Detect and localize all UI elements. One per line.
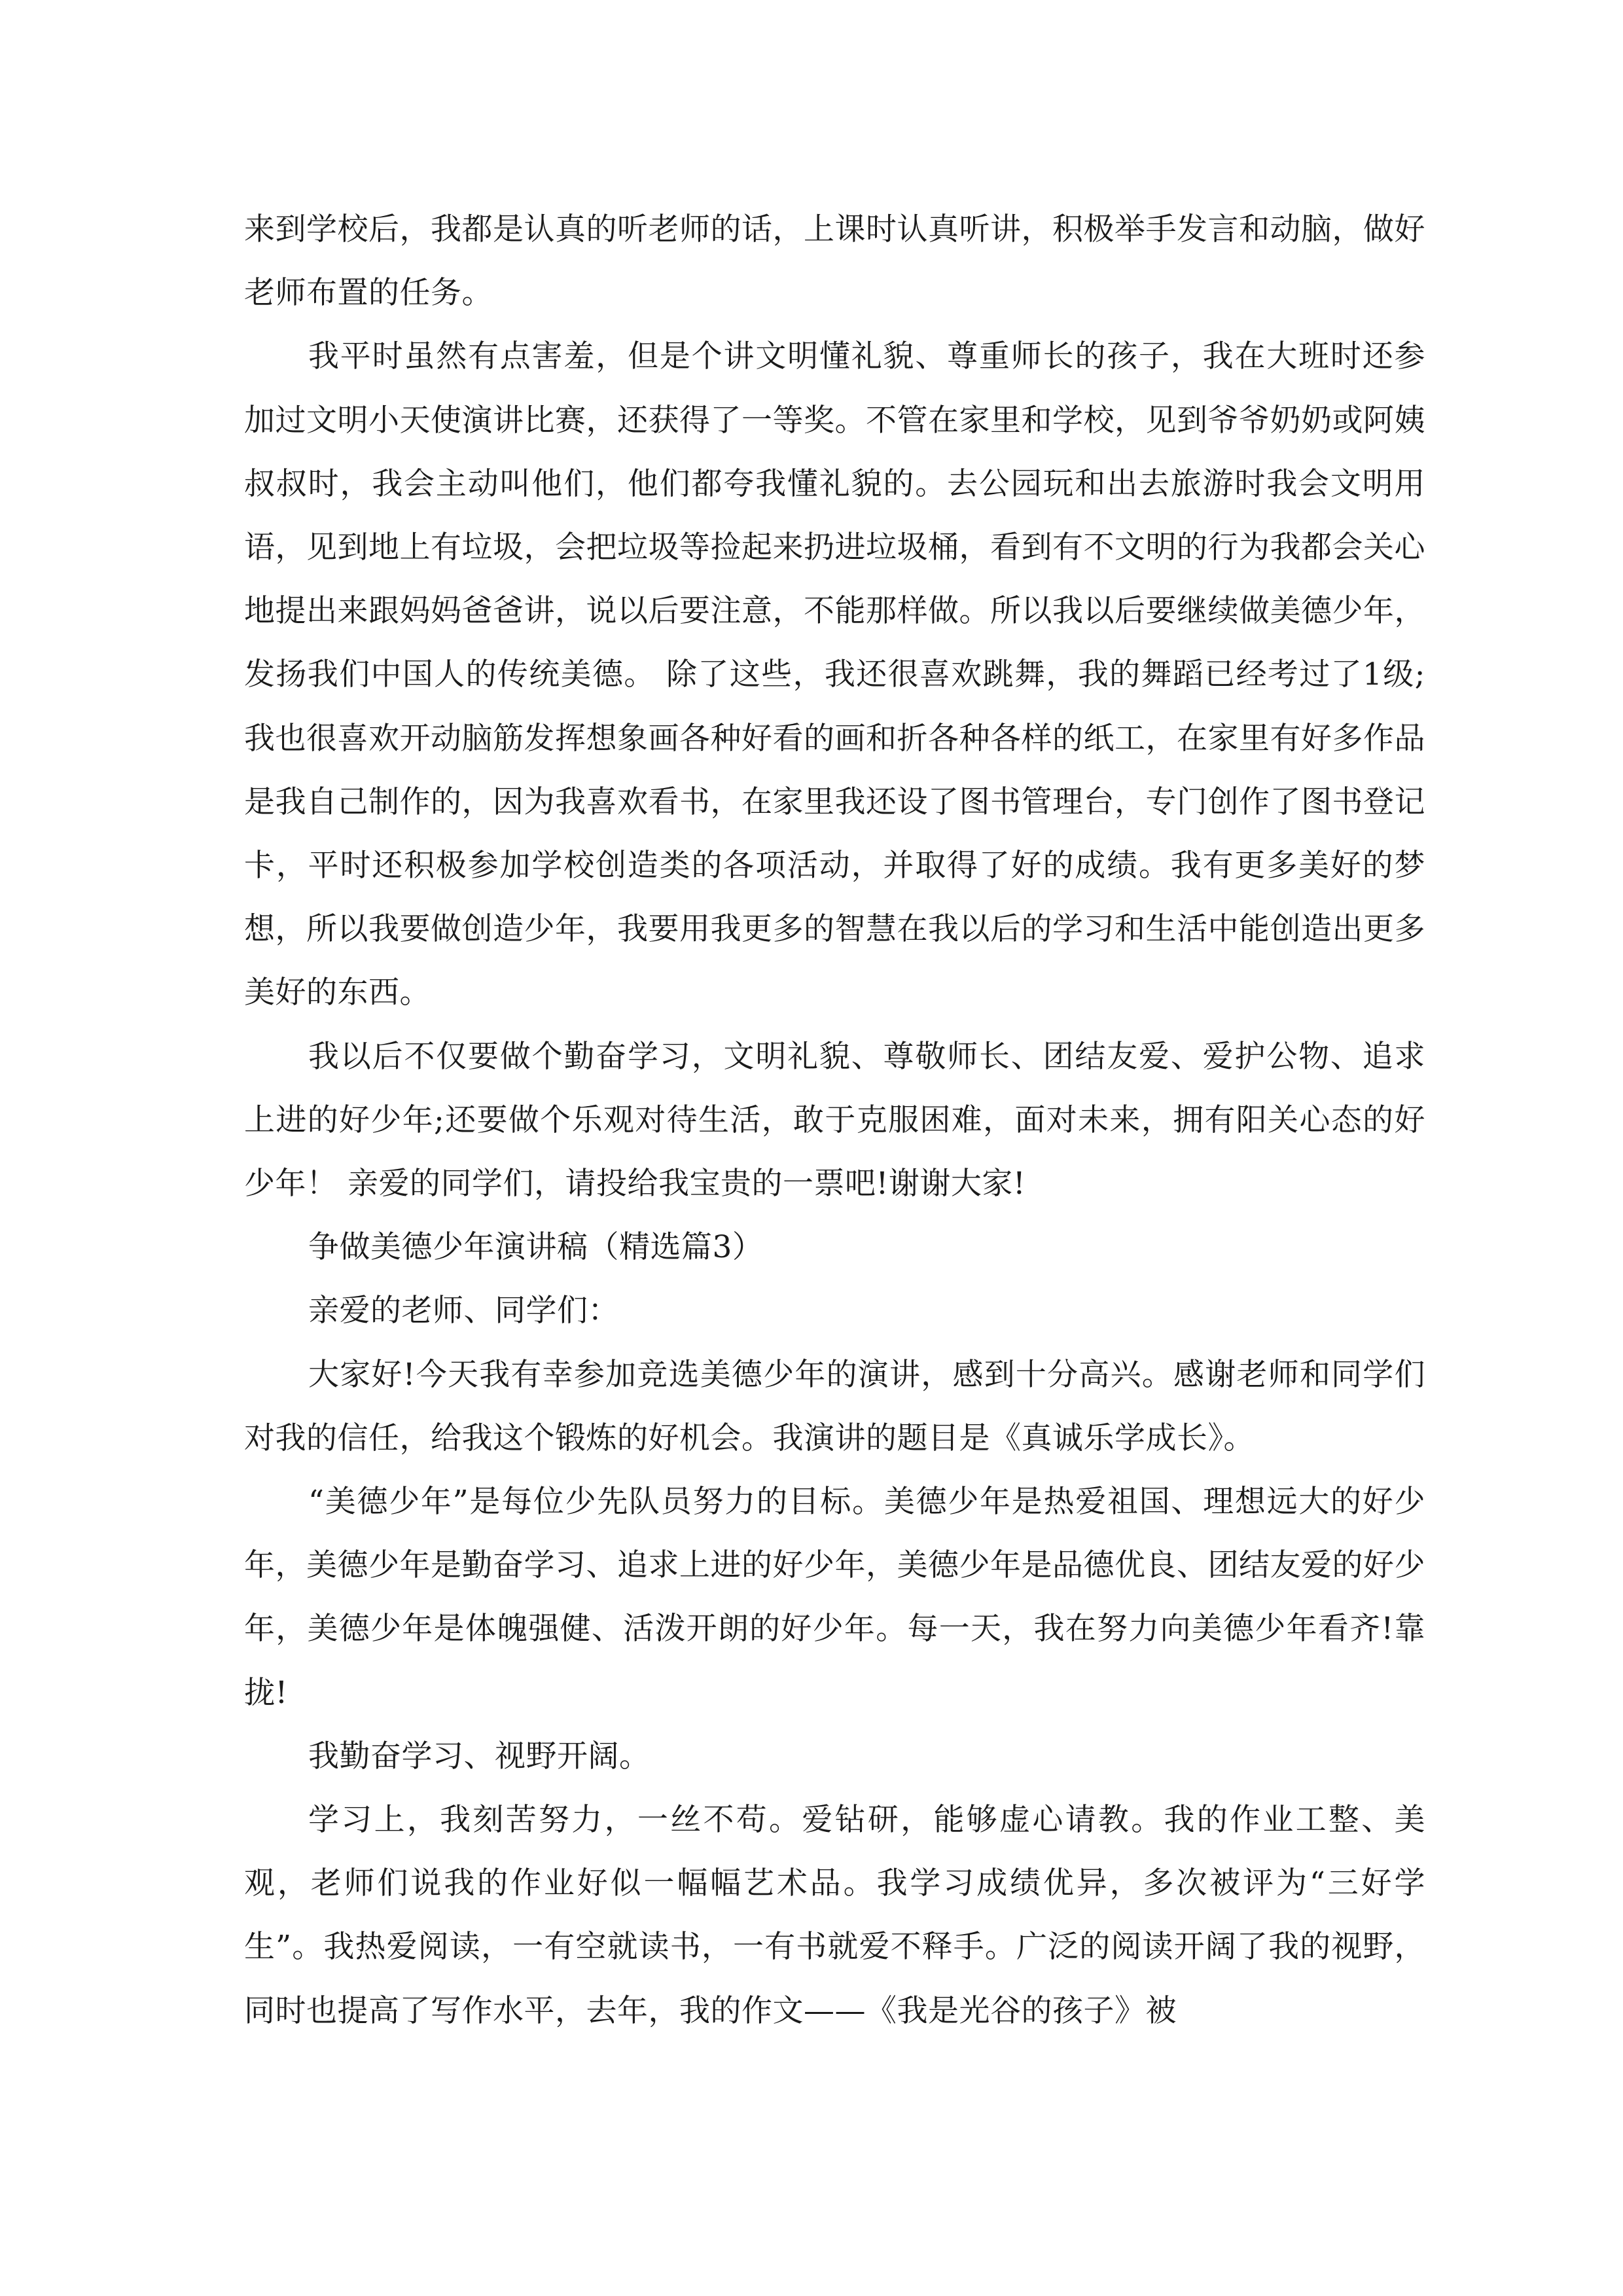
paragraph-9: 学习上，我刻苦努力，一丝不苟。爱钻研，能够虚心请教。我的作业工整、美观，老师们说我的作业好似一幅幅艺术品。我学习成绩优异，多次被评为“三好学生”。我热爱阅读，一有空就读书，一有书就爱不释手。广泛的阅读开阔了我的视野，同时也提高了写作水平，去年，我的作文——《我是光谷的孩子》被	[244, 1802, 1425, 2029]
paragraph-1: 来到学校后，我都是认真的听老师的话，上课时认真听讲，积极举手发言和动脑，做好老师布置的任务。	[244, 211, 1425, 312]
paragraph-8: 我勤奋学习、视野开阔。	[308, 1738, 651, 1774]
paragraph-3: 我以后不仅要做个勤奋学习，文明礼貌、尊敬师长、团结友爱、爱护公物、追求上进的好少年;还要做个乐观对待生活，敢于克服困难，面对未来，拥有阳关心态的好少年！ 亲爱的同学们，请投给我宝贵的一票吧!谢谢大家!	[244, 1038, 1425, 1202]
salutation: 亲爱的老师、同学们：	[308, 1293, 619, 1329]
paragraph-2: 我平时虽然有点害羞，但是个讲文明懂礼貌、尊重师长的孩子，我在大班时还参加过文明小天使演讲比赛，还获得了一等奖。不管在家里和学校，见到爷爷奶奶或阿姨叔叔时，我会主动叫他们，他们都夸我懂礼貌的。去公园玩和出去旅游时我会文明用语，见到地上有垃圾，会把垃圾等捡起来扔进垃圾桶，看到有不文明的行为我都会关心地提出来跟妈妈爸爸讲，说以后要注意，不能那样做。所以我以后要继续做美德少年，发扬我们中国人的传统美德。 除了这些，我还很喜欢跳舞，我的舞蹈已经考过了1级;我也很喜欢开动脑筋发挥想象画各种好看的画和折各种各样的纸工，在家里有好多作品是我自己制作的，因为我喜欢看书，在家里我还设了图书管理台，专门创作了图书登记卡，平时还积极参加学校创造类的各项活动，并取得了好的成绩。我有更多美好的梦想，所以我要做创造少年，我要用我更多的智慧在我以后的学习和生活中能创造出更多美好的东西。	[244, 338, 1425, 1011]
document-body	[244, 198, 1425, 2043]
paragraph-7: “美德少年”是每位少先队员努力的目标。美德少年是热爱祖国、理想远大的好少年，美德少年是勤奋学习、追求上进的好少年，美德少年是品德优良、团结友爱的好少年，美德少年是体魄强健、活泼开朗的好少年。每一天，我在努力向美德少年看齐!靠拢!	[244, 1484, 1425, 1711]
paragraph-6: 大家好!今天我有幸参加竞选美德少年的演讲，感到十分高兴。感谢老师和同学们对我的信任，给我这个锻炼的好机会。我演讲的题目是《真诚乐学成长》。	[244, 1356, 1425, 1456]
section-heading: 争做美德少年演讲稿（精选篇3）	[308, 1229, 764, 1266]
